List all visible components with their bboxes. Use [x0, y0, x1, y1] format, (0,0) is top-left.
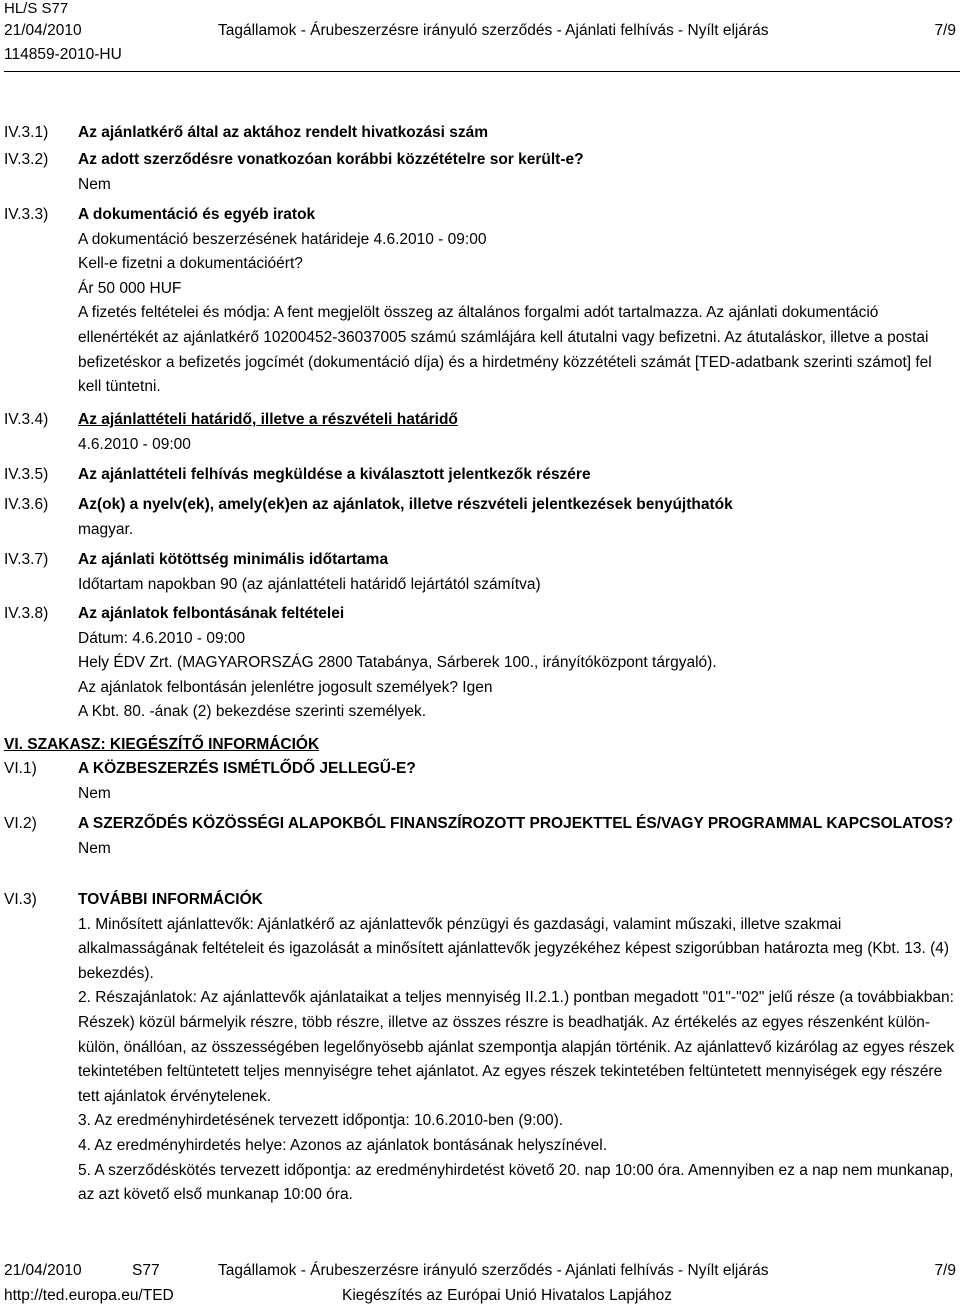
- footer-publisher: Kiegészítés az Európai Unió Hivatalos Lapjához: [342, 1287, 672, 1304]
- header-date: 21/04/2010: [4, 22, 82, 39]
- payment-question: Kell-e fizetni a dokumentációért?: [78, 255, 303, 273]
- section-number: IV.3.6): [4, 496, 49, 513]
- section-number: IV.3.8): [4, 605, 49, 622]
- section-iv-3-6: [78, 493, 956, 542]
- section-vi-1: [78, 757, 956, 806]
- header-page-number: 7/9: [934, 22, 956, 39]
- section-value: Nem: [78, 839, 111, 857]
- section-iv-3-3: [78, 203, 956, 400]
- section-title: Az ajánlattételi felhívás megküldése a kiválasztott jelentkezők részére: [78, 466, 591, 483]
- section-title: Az ajánlati kötöttség minimális időtartama: [78, 551, 389, 568]
- info-paragraph-5: 5. A szerződéskötés tervezett időpontja: az eredményhirdetést követő 20. nap 10:00 óra. Amennyiben ez a nap nem munkanap, az azt követő első munkanap 10:00 óra.: [78, 1161, 954, 1204]
- header-divider: [4, 71, 960, 72]
- footer-series: S77: [132, 1262, 160, 1279]
- page-footer: [4, 1262, 956, 1311]
- section-number: IV.3.3): [4, 206, 49, 223]
- documentation-price: Ár 50 000 HUF: [78, 279, 182, 297]
- section-iv-3-5: [78, 463, 956, 488]
- opening-date: Dátum: 4.6.2010 - 09:00: [78, 629, 246, 647]
- info-paragraph-3: 3. Az eredményhirdetésének tervezett időpontja: 10.6.2010-ben (9:00).: [78, 1112, 564, 1130]
- section-value: Nem: [78, 784, 111, 802]
- section-number: VI.3): [4, 891, 37, 908]
- footer-page-number: 7/9: [934, 1262, 956, 1279]
- section-iv-3-2: [78, 148, 956, 197]
- section-iv-3-4: [78, 408, 956, 457]
- opening-persons: A Kbt. 80. -ának (2) bekezdése szerinti személyek.: [78, 703, 427, 721]
- section-iv-3-8: [78, 602, 956, 725]
- section-title: A KÖZBESZERZÉS ISMÉTLŐDŐ JELLEGŰ-E?: [78, 760, 416, 777]
- section-title: Az ajánlattételi határidő, illetve a részvételi határidő: [78, 411, 458, 428]
- section-value: magyar.: [78, 520, 134, 538]
- footer-title: Tagállamok - Árubeszerzésre irányuló szerződés - Ajánlati felhívás - Nyílt eljárás: [218, 1262, 769, 1279]
- info-paragraph-1: 1. Minősített ajánlattevők: Ajánlatkérő az ajánlattevők pénzügyi és gazdasági, valamint műszaki, illetve szakmai alkalmasságának feltételeit és igazolását a minősített ajánlattevők jegyzékéhez képest szigorúbban határozta meg (Kbt. 13. (4) bekezdés).: [78, 915, 950, 982]
- opening-persons-question: Az ajánlatok felbontásán jelenlétre jogosult személyek? Igen: [78, 678, 493, 696]
- section-iv-3-7: [78, 548, 956, 597]
- section-number: IV.3.5): [4, 466, 49, 483]
- section-number: IV.3.4): [4, 411, 49, 428]
- payment-terms: A fizetés feltételei és módja: A fent megjelölt összeg az általános forgalmi adót tartalmazza. Az ajánlati dokumentáció ellenértékét az ajánlatkérő 10200452-36037005 számú számlájára kell átutalni vagy befizetni. Az átutaláskor, illetve a postai befizetéskor a befizetés jogcímét (dokumentáció díja) és a hirdetmény közzétételi számát [TED-adatbank szerinti számot] fel kell tüntetni.: [78, 304, 932, 396]
- documentation-deadline: A dokumentáció beszerzésének határideje 4.6.2010 - 09:00: [78, 230, 487, 248]
- section-number: VI.1): [4, 760, 37, 777]
- section-title: A dokumentáció és egyéb iratok: [78, 206, 316, 223]
- info-paragraph-4: 4. Az eredményhirdetés helye: Azonos az ajánlatok bontásának helyszínével.: [78, 1136, 608, 1154]
- info-paragraph-2: 2. Részajánlatok: Az ajánlattevők ajánlataikat a teljes mennyiség II.2.1.) pontban megadott "01"-"02" jelű része (a továbbiakban: Részek) közül bármelyik részre, több részre, illetve az összes részre is beadhatják. Az értékelés az egyes részenként külön-külön, önállóan, az összességében legelőnyösebb ajánlat szempontja alapján történik. Az ajánlattevő kizárólag az egyes részek tekintetében feltüntetett teljes mennyiségre tehet ajánlatot. Az egyes részek tekintetében feltüntetett mennyiségek egy részére tett ajánlatok érvénytelenek.: [78, 989, 955, 1105]
- section-title: A SZERZŐDÉS KÖZÖSSÉGI ALAPOKBÓL FINANSZÍROZOTT PROJEKTTEL ÉS/VAGY PROGRAMMAL KAPCSOLATOS?: [78, 815, 954, 832]
- opening-place: Hely ÉDV Zrt. (MAGYARORSZÁG 2800 Tatabánya, Sárberek 100., irányítóközpont tárgyaló).: [78, 654, 717, 672]
- section-number: VI.2): [4, 815, 37, 832]
- section-number: IV.3.7): [4, 551, 49, 568]
- footer-url[interactable]: http://ted.europa.eu/TED: [4, 1287, 174, 1304]
- section-title: Az ajánlatok felbontásának feltételei: [78, 605, 345, 622]
- section-vi-2: [78, 812, 956, 861]
- header-doc-id: 114859-2010-HU: [4, 46, 122, 63]
- section-title: Az(ok) a nyelv(ek), amely(ek)en az ajánlatok, illetve részvételi jelentkezések benyújthatók: [78, 496, 733, 513]
- section-title: TOVÁBBI INFORMÁCIÓK: [78, 891, 263, 908]
- section-number: IV.3.2): [4, 151, 49, 168]
- section-value: Nem: [78, 175, 111, 193]
- section-iv-3-1: [78, 121, 956, 146]
- page-header: [4, 0, 956, 72]
- section-number: IV.3.1): [4, 124, 49, 141]
- footer-date: 21/04/2010: [4, 1262, 82, 1279]
- section-vi-heading: VI. SZAKASZ: KIEGÉSZÍTŐ INFORMÁCIÓK: [4, 736, 320, 753]
- section-value: Időtartam napokban 90 (az ajánlattételi határidő lejártától számítva): [78, 575, 541, 593]
- section-title: Az ajánlatkérő által az aktához rendelt hivatkozási szám: [78, 124, 489, 141]
- header-tag: HL/S S77: [4, 0, 69, 17]
- section-value: 4.6.2010 - 09:00: [78, 435, 191, 453]
- section-vi-3: [78, 888, 956, 1208]
- section-title: Az adott szerződésre vonatkozóan korábbi közzétételre sor került-e?: [78, 151, 584, 168]
- header-title: Tagállamok - Árubeszerzésre irányuló szerződés - Ajánlati felhívás - Nyílt eljárás: [218, 22, 769, 39]
